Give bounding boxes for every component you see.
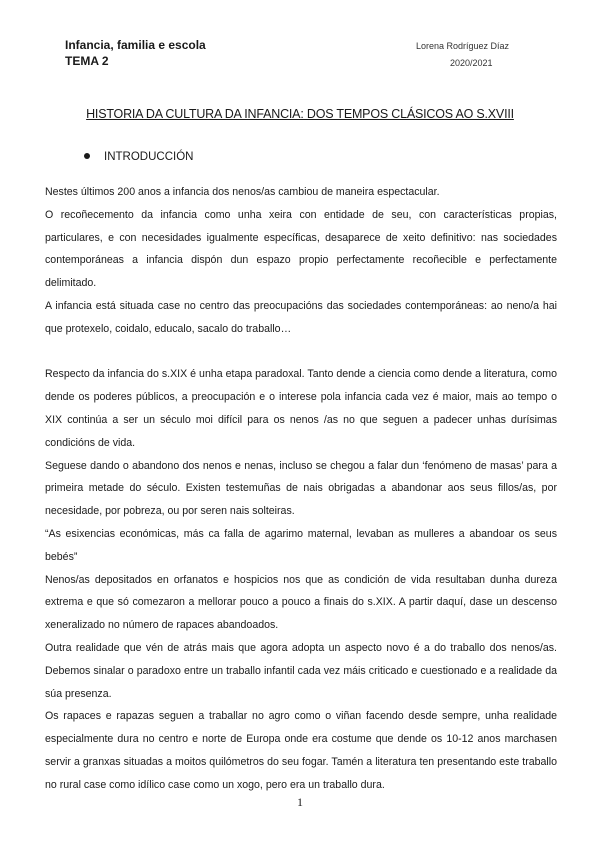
document-title: HISTORIA DA CULTURA DA INFANCIA: DOS TEMPOS CLÁSICOS AO S.XVIII [86,107,514,121]
paragraph: Nenos/as depositados en orfanatos e hospicios nos que as condición de vida resultaban dunha dureza extrema e que só comezaron a mellorar pouco a pouco a finais do s.XIX. A partir daquí, dase un descenso xeneralizado no número de rapaces abandoados. [45,573,557,632]
section-heading-text: INTRODUCCIÓN [104,151,194,163]
course-name: Infancia, familia e escola [65,38,206,52]
paragraph: Os rapaces e rapazas seguen a traballar no agro como o viñan facendo desde sempre, unha realidade especialmente dura no centro e norte de Europa onde era costume que dende os 10-12 anos marchasen servir a granxas situadas a moitos quilómetros do seu fogar. Tamén a literatura ten presentando este traballo no rural case como idílico case como un xogo, pero era un traballo dura. [45,710,557,791]
paragraph: Outra realidade que vén de atrás mais que agora adopta un aspecto novo é a do traballo dos nenos/as. Debemos sinalar o paradoxo entre un traballo infantil cada vez máis criticado e cuestionado e a realidade da súa presenza. [45,641,557,700]
section-heading [84,151,193,163]
paragraph: A infancia está situada case no centro das preocupacións das sociedades contemporáneas: ao neno/a hai que protexelo, coidalo, educalo, sacalo do traballo… [45,299,557,335]
author-name: Lorena Rodríguez Díaz [416,41,510,51]
academic-year: 2020/2021 [450,58,493,68]
topic-label: TEMA 2 [65,54,109,68]
header-right [416,38,526,72]
paragraph: Respecto da infancia do s.XIX é unha etapa paradoxal. Tanto dende a ciencia como dende a literatura, como dende os poderes públicos, a preocupación e o interese pola infancia cada vez é maior, mais ao tempo o XIX continúa a ser un século moi difícil para os nenos /as no que seguen a padecer unhas durísimas condicións de vida. [45,368,557,449]
body-text [45,181,557,797]
paragraph: Nestes últimos 200 anos a infancia dos nenos/as cambiou de maneira espectacular. [45,186,440,198]
quote-paragraph: “As esixencias económicas, más ca falla de agarimo maternal, levaban as mulleres a abandoar os seus bebés” [45,527,557,563]
paragraph: Seguese dando o abandono dos nenos e nenas, incluso se chegou a falar dun ‘fenómeno de masas’ para a primeira metade do século. Existen testemuñas de nais obrigadas a abandonar aos seus fillos/as, por necesidade, por pobreza, ou por seren nais solteiras. [45,459,557,518]
page-number: 1 [297,795,303,809]
bullet-icon [84,153,90,159]
paragraph: O recoñecemento da infancia como unha xeira con entidade de seu, con características propias, particulares, e con necesidades igualmente específicas, desaparece de xeito definitivo: nas sociedades contemporáneas a infancia dispón dun espazo propio perfectamente recoñecible e perfectamente delimitado. [45,208,557,290]
header-left [65,37,206,69]
